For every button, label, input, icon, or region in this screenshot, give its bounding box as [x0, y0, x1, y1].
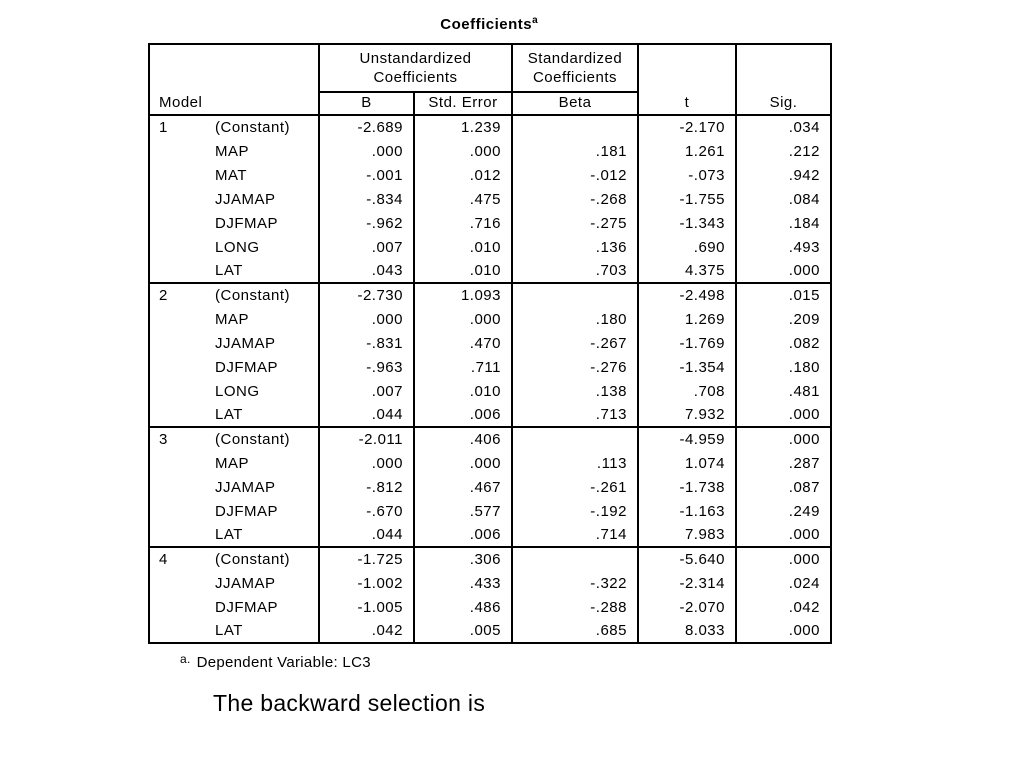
cell-b: -1.005	[319, 595, 414, 619]
cell-std-error: .306	[414, 547, 512, 571]
cell-variable: DJFMAP	[215, 502, 278, 520]
cell-std-error: .577	[414, 499, 512, 523]
cell-t: -5.640	[638, 547, 736, 571]
cell-b: .042	[319, 619, 414, 643]
cell-std-error: .486	[414, 595, 512, 619]
table-row	[149, 355, 831, 379]
header-t: t	[638, 44, 736, 115]
cell-std-error: .010	[414, 259, 512, 283]
cell-t: -1.343	[638, 211, 736, 235]
table-row	[149, 523, 831, 547]
table-row	[149, 547, 831, 571]
table-row	[149, 475, 831, 499]
cell-sig: .212	[736, 139, 831, 163]
cell-b: .000	[319, 307, 414, 331]
cell-sig: .084	[736, 187, 831, 211]
cell-beta	[512, 427, 638, 451]
cell-beta	[512, 115, 638, 139]
cell-sig: .209	[736, 307, 831, 331]
cell-variable: LONG	[215, 238, 260, 256]
cell-t: -2.170	[638, 115, 736, 139]
cell-t: .708	[638, 379, 736, 403]
cell-b: .007	[319, 235, 414, 259]
cell-t: 8.033	[638, 619, 736, 643]
cell-t: 1.269	[638, 307, 736, 331]
header-model: Model	[149, 44, 319, 115]
cell-std-error: .467	[414, 475, 512, 499]
cell-beta: .138	[512, 379, 638, 403]
table-header	[149, 44, 831, 115]
cell-b: .044	[319, 523, 414, 547]
table-row	[149, 139, 831, 163]
cell-variable: (Constant)	[201, 283, 319, 307]
cell-beta: -.322	[512, 571, 638, 595]
cell-sig: .042	[736, 595, 831, 619]
cell-b: -.001	[319, 163, 414, 187]
cell-beta: -.192	[512, 499, 638, 523]
cell-b: .007	[319, 379, 414, 403]
table-title-text: Coefficients	[440, 16, 533, 33]
table-row	[149, 451, 831, 475]
cell-model-number	[149, 499, 201, 523]
cell-std-error: .006	[414, 523, 512, 547]
cell-b: -.831	[319, 331, 414, 355]
table-row	[149, 595, 831, 619]
cell-b: .043	[319, 259, 414, 283]
cell-variable: LAT	[215, 406, 243, 423]
cell-beta	[512, 283, 638, 307]
cell-std-error: .000	[414, 451, 512, 475]
cell-beta: .180	[512, 307, 638, 331]
cell-sig: .000	[736, 259, 831, 283]
cell-variable: JJAMAP	[215, 478, 276, 496]
header-unstandardized-group: Unstandardized Coefficients	[319, 44, 512, 92]
cell-beta: -.267	[512, 331, 638, 355]
cell-b: -2.730	[319, 283, 414, 307]
cell-beta: .136	[512, 235, 638, 259]
cell-model-number	[149, 187, 201, 211]
cell-t: -1.163	[638, 499, 736, 523]
table-row	[149, 283, 831, 307]
table-row	[149, 307, 831, 331]
cell-b: -1.725	[319, 547, 414, 571]
cell-variable: MAT	[215, 166, 248, 184]
cell-model-number	[149, 307, 201, 331]
cell-t: -2.498	[638, 283, 736, 307]
cell-beta: -.012	[512, 163, 638, 187]
cell-sig: .493	[736, 235, 831, 259]
cell-variable: MAP	[215, 142, 250, 160]
cell-variable: (Constant)	[201, 115, 319, 139]
table-row	[149, 499, 831, 523]
footnote-marker: a.	[180, 652, 191, 666]
cell-t: 1.261	[638, 139, 736, 163]
cell-variable: MAP	[215, 454, 250, 472]
cell-std-error: .006	[414, 403, 512, 427]
cell-std-error: .000	[414, 139, 512, 163]
cell-model-number	[149, 403, 201, 427]
cell-variable: MAP	[215, 310, 250, 328]
cell-variable: LAT	[215, 262, 243, 279]
cell-std-error: .475	[414, 187, 512, 211]
table-title	[148, 15, 830, 33]
cell-std-error: .433	[414, 571, 512, 595]
cell-b: -.834	[319, 187, 414, 211]
cell-sig: .024	[736, 571, 831, 595]
header-beta: Beta	[512, 92, 638, 115]
cell-beta: .714	[512, 523, 638, 547]
table-row	[149, 211, 831, 235]
cell-variable: DJFMAP	[215, 214, 278, 232]
cell-sig: .082	[736, 331, 831, 355]
table-row	[149, 331, 831, 355]
cell-beta	[512, 547, 638, 571]
cell-std-error: .005	[414, 619, 512, 643]
cell-model-number: 1	[149, 115, 201, 139]
cell-sig: .034	[736, 115, 831, 139]
cell-t: .690	[638, 235, 736, 259]
cell-variable: LAT	[215, 526, 243, 543]
footnote-text: Dependent Variable: LC3	[196, 654, 371, 671]
cell-beta: .713	[512, 403, 638, 427]
cell-variable: JJAMAP	[215, 190, 276, 208]
cell-b: -.670	[319, 499, 414, 523]
cell-t: -.073	[638, 163, 736, 187]
cell-t: -1.755	[638, 187, 736, 211]
cell-variable: JJAMAP	[215, 574, 276, 592]
cell-model-number	[149, 355, 201, 379]
cell-b: -2.689	[319, 115, 414, 139]
header-standardized-group: Standardized Coefficients	[512, 44, 638, 92]
cell-t: 1.074	[638, 451, 736, 475]
cell-t: -1.769	[638, 331, 736, 355]
cell-beta: -.268	[512, 187, 638, 211]
cell-model-number	[149, 379, 201, 403]
cell-variable: DJFMAP	[215, 598, 278, 616]
cell-beta: -.276	[512, 355, 638, 379]
cell-t: 4.375	[638, 259, 736, 283]
header-std-error: Std. Error	[414, 92, 512, 115]
cell-std-error: .470	[414, 331, 512, 355]
cell-sig: .000	[736, 403, 831, 427]
cell-sig: .184	[736, 211, 831, 235]
cell-sig: .000	[736, 619, 831, 643]
cell-std-error: .716	[414, 211, 512, 235]
table-title-superscript: a	[532, 15, 538, 26]
table-row	[149, 403, 831, 427]
cell-sig: .481	[736, 379, 831, 403]
cell-t: -1.738	[638, 475, 736, 499]
header-spanner-row	[149, 44, 831, 92]
table-row	[149, 187, 831, 211]
cell-model-number	[149, 571, 201, 595]
cell-model-number	[149, 523, 201, 547]
cell-model-number	[149, 595, 201, 619]
header-sig: Sig.	[736, 44, 831, 115]
cell-model-number	[149, 139, 201, 163]
cell-beta: .703	[512, 259, 638, 283]
cell-model-number	[149, 331, 201, 355]
cell-model-number	[149, 235, 201, 259]
table-row	[149, 571, 831, 595]
cell-std-error: .012	[414, 163, 512, 187]
cell-beta: .685	[512, 619, 638, 643]
table-row	[149, 235, 831, 259]
coefficients-table-body	[149, 115, 831, 643]
cell-b: -.812	[319, 475, 414, 499]
cell-t: -2.070	[638, 595, 736, 619]
cell-beta: -.261	[512, 475, 638, 499]
cell-variable: JJAMAP	[215, 334, 276, 352]
cell-model-number: 4	[149, 547, 201, 571]
cell-std-error: 1.239	[414, 115, 512, 139]
cell-b: .044	[319, 403, 414, 427]
cell-variable: (Constant)	[201, 427, 319, 451]
cell-variable: DJFMAP	[215, 358, 278, 376]
cell-model-number	[149, 211, 201, 235]
cell-model-number	[149, 163, 201, 187]
cell-sig: .087	[736, 475, 831, 499]
caption-text: The backward selection is	[213, 690, 486, 716]
cell-t: -4.959	[638, 427, 736, 451]
cell-model-number	[149, 475, 201, 499]
cell-t: 7.983	[638, 523, 736, 547]
cell-sig: .287	[736, 451, 831, 475]
cell-t: -1.354	[638, 355, 736, 379]
cell-std-error: .000	[414, 307, 512, 331]
cell-sig: .180	[736, 355, 831, 379]
cell-std-error: .010	[414, 379, 512, 403]
cell-variable: LAT	[215, 622, 243, 639]
cell-sig: .000	[736, 523, 831, 547]
cell-model-number	[149, 451, 201, 475]
cell-variable: LONG	[215, 382, 260, 400]
cell-t: 7.932	[638, 403, 736, 427]
cell-sig: .942	[736, 163, 831, 187]
cell-std-error: 1.093	[414, 283, 512, 307]
cell-b: -.963	[319, 355, 414, 379]
coefficients-table-wrap	[148, 43, 832, 644]
table-row	[149, 115, 831, 139]
cell-b: -.962	[319, 211, 414, 235]
cell-model-number	[149, 619, 201, 643]
cell-beta: .113	[512, 451, 638, 475]
cell-beta: .181	[512, 139, 638, 163]
cell-b: .000	[319, 451, 414, 475]
table-row	[149, 163, 831, 187]
table-row	[149, 259, 831, 283]
cell-std-error: .711	[414, 355, 512, 379]
cell-model-number: 3	[149, 427, 201, 451]
cell-std-error: .406	[414, 427, 512, 451]
table-row	[149, 619, 831, 643]
cell-sig: .015	[736, 283, 831, 307]
table-footnote	[180, 652, 371, 671]
table-row	[149, 427, 831, 451]
coefficients-table	[148, 43, 832, 644]
cell-b: .000	[319, 139, 414, 163]
cell-variable: (Constant)	[201, 547, 319, 571]
cell-t: -2.314	[638, 571, 736, 595]
cell-std-error: .010	[414, 235, 512, 259]
table-row	[149, 379, 831, 403]
cell-model-number	[149, 259, 201, 283]
cell-beta: -.275	[512, 211, 638, 235]
cell-beta: -.288	[512, 595, 638, 619]
cell-sig: .249	[736, 499, 831, 523]
header-b: B	[319, 92, 414, 115]
cell-b: -2.011	[319, 427, 414, 451]
cell-model-number: 2	[149, 283, 201, 307]
cell-sig: .000	[736, 547, 831, 571]
cell-b: -1.002	[319, 571, 414, 595]
cell-sig: .000	[736, 427, 831, 451]
